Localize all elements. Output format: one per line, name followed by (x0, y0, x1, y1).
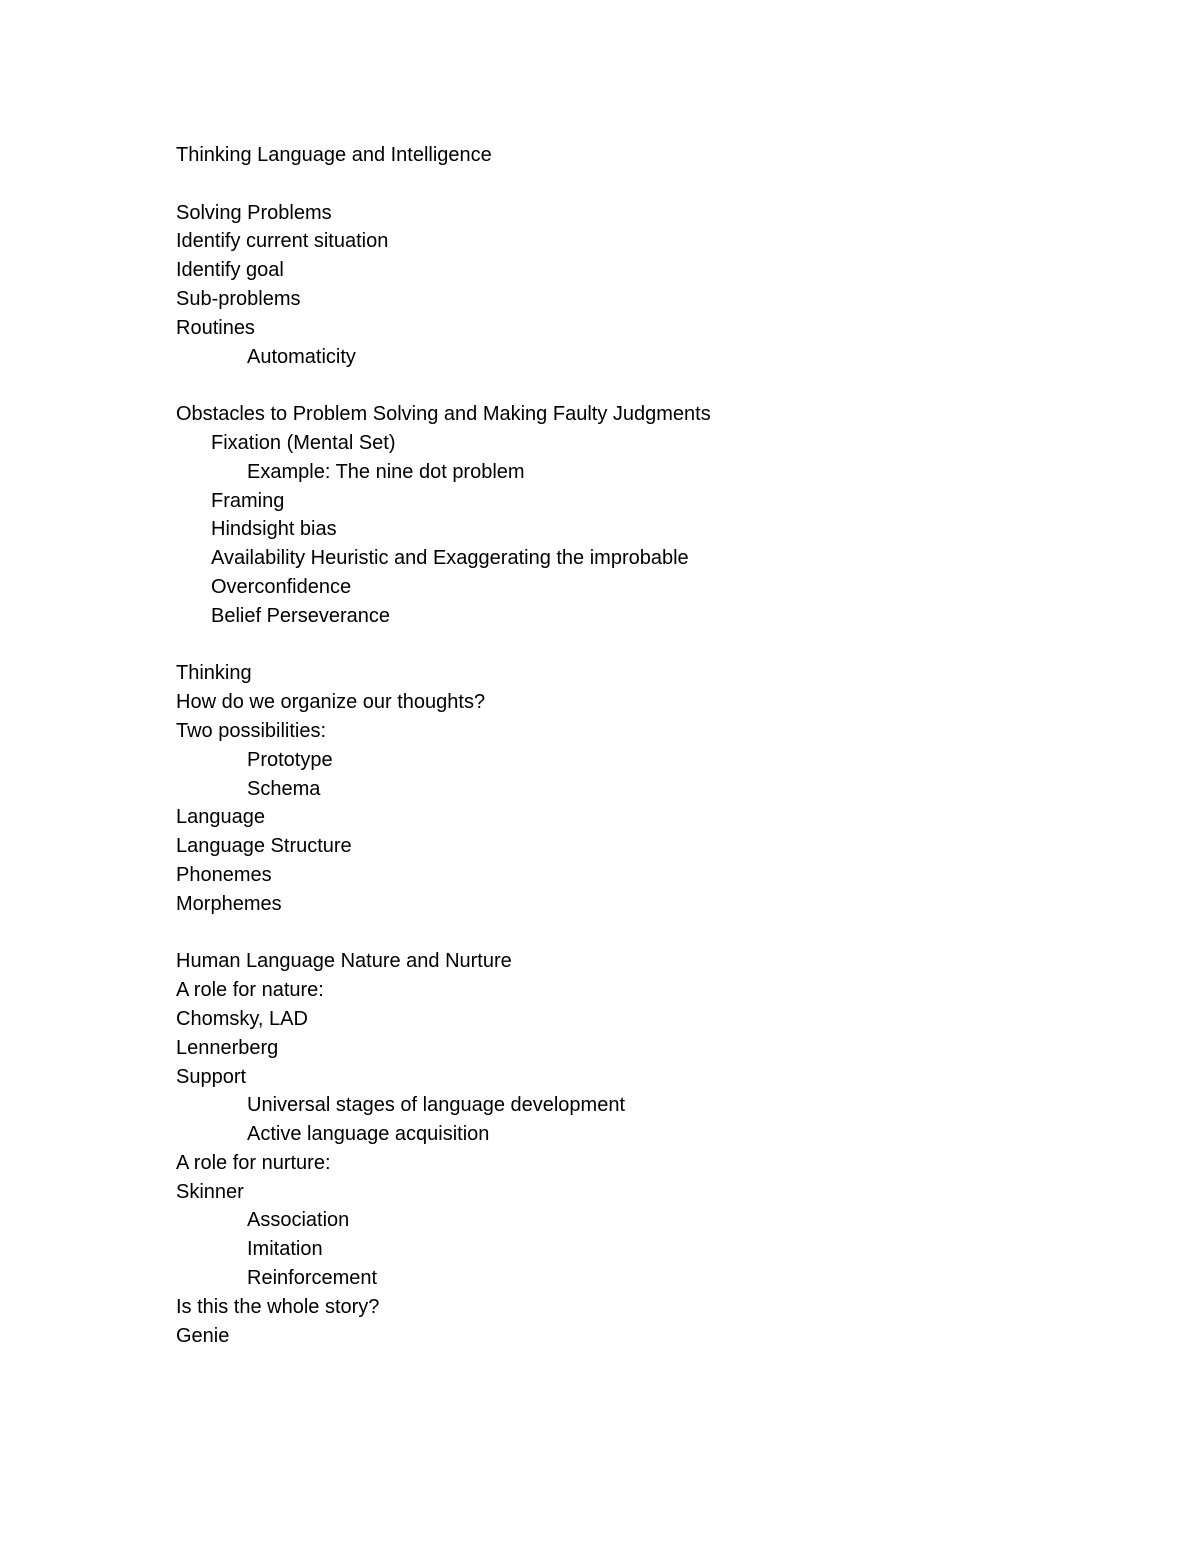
outline-subitem-line: Belief Perseverance (211, 604, 390, 627)
outline-heading-line: Morphemes (176, 892, 282, 915)
outline-subitem-line: Example: The nine dot problem (247, 460, 525, 483)
blank-line (176, 631, 1076, 660)
outline-heading-line: Two possibilities: (176, 719, 327, 742)
outline-heading-line: A role for nature: (176, 979, 324, 1002)
outline-subitem-line: Reinforcement (247, 1267, 378, 1290)
outline-heading-line: Genie (176, 1324, 230, 1347)
outline-heading-line: Phonemes (176, 863, 272, 886)
outline-heading-line: Chomsky, LAD (176, 1007, 308, 1030)
outline-heading-line: Thinking (176, 662, 252, 685)
outline-heading-line: How do we organize our thoughts? (176, 691, 486, 714)
outline-subitem-line: Availability Heuristic and Exaggerating the improbable (211, 547, 689, 570)
outline-subitem-line: Overconfidence (211, 575, 352, 598)
outline-subitem-line: Universal stages of language development (247, 1094, 626, 1117)
outline-heading-line: Obstacles to Problem Solving and Making Faulty Judgments (176, 403, 711, 426)
outline-subitem-line: Automaticity (247, 345, 356, 368)
outline-heading-line: Language Structure (176, 835, 352, 858)
outline-heading-line: Support (176, 1065, 247, 1088)
outline-heading-line: Routines (176, 316, 255, 339)
outline-heading-line: Skinner (176, 1180, 244, 1203)
outline-heading-line: Lennerberg (176, 1036, 279, 1059)
outline-subitem-line: Association (247, 1209, 350, 1232)
blank-line (176, 170, 1076, 199)
blank-line (176, 919, 1076, 948)
blank-line (176, 371, 1076, 400)
outline-heading-line: A role for nurture: (176, 1151, 331, 1174)
document-body (176, 141, 1076, 1350)
outline-subitem-line: Hindsight bias (211, 518, 337, 541)
outline-heading-line: Is this the whole story? (176, 1295, 380, 1318)
outline-heading-line: Identify current situation (176, 230, 389, 253)
outline-subitem-line: Active language acquisition (247, 1123, 490, 1146)
outline-heading-line: Language (176, 806, 265, 829)
outline-heading-line: Identify goal (176, 259, 284, 282)
outline-heading-line: Sub-problems (176, 287, 301, 310)
outline-subitem-line: Fixation (Mental Set) (211, 431, 396, 454)
outline-subitem-line: Prototype (247, 748, 333, 771)
outline-heading-line: Solving Problems (176, 201, 332, 224)
outline-subitem-line: Imitation (247, 1238, 323, 1261)
document-title: Thinking Language and Intelligence (176, 144, 492, 166)
outline-subitem-line: Schema (247, 777, 321, 800)
outline-heading-line: Human Language Nature and Nurture (176, 950, 512, 973)
outline-subitem-line: Framing (211, 489, 285, 512)
